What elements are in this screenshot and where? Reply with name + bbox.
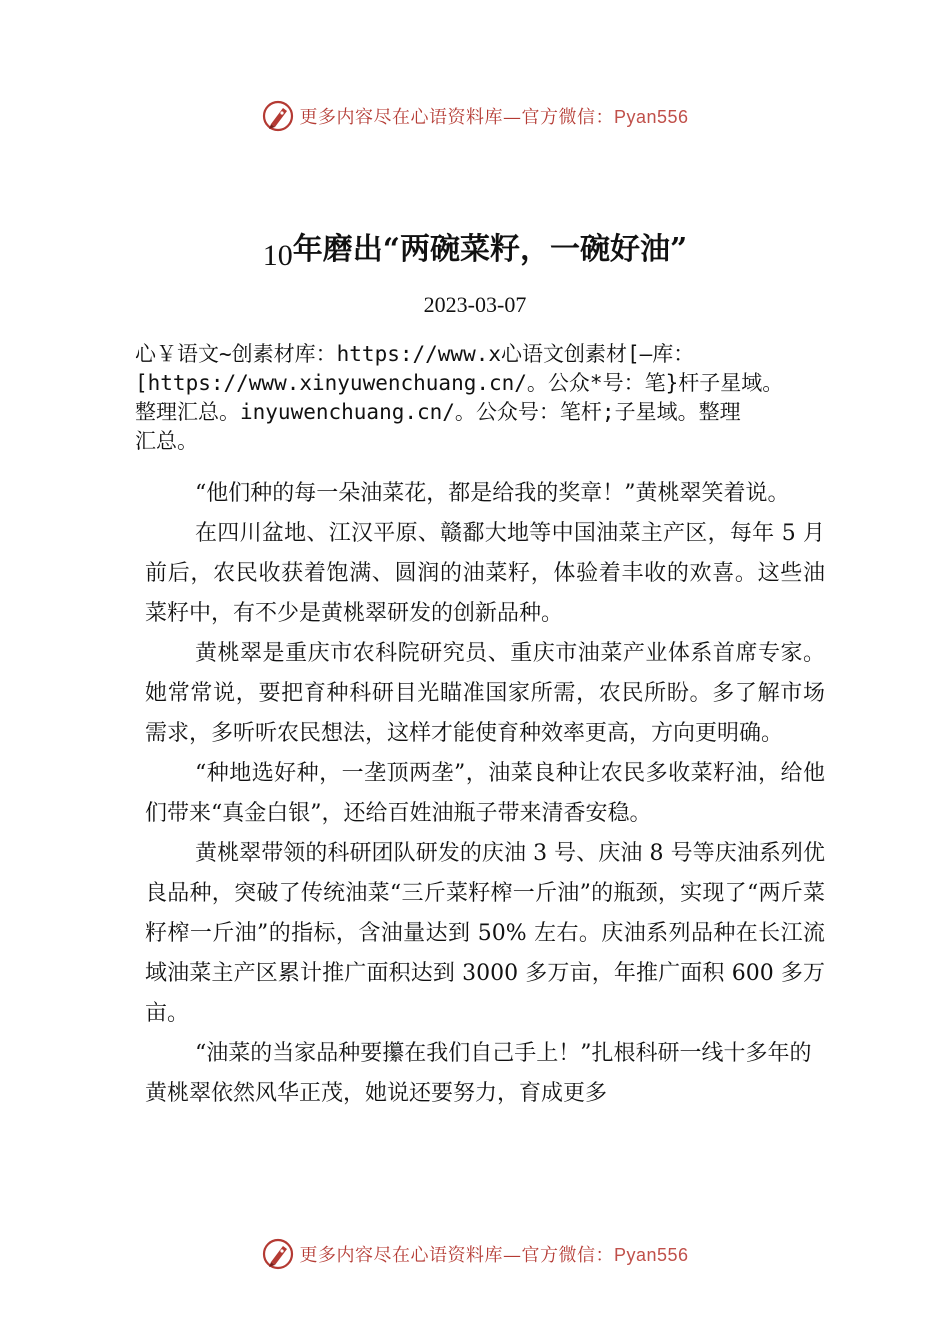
banner-text-cn: 更多内容尽在心语资料库—官方微信：	[299, 1245, 614, 1266]
banner-text-cn: 更多内容尽在心语资料库—官方微信：	[299, 107, 614, 128]
body-paragraph: 在四川盆地、江汉平原、赣鄱大地等中国油菜主产区，每年 5 月前后，农民收获着饱满、圆润的油菜籽，体验着丰收的欢喜。这些油菜籽中，有不少是黄桃翠研发的创新品种。	[145, 521, 825, 626]
body-paragraph: “种地选好种，一垄顶两垄”，油菜良种让农民多收菜籽油，给他们带来“真金白银”，还给百姓油瓶子带来清香安稳。	[145, 761, 825, 826]
footer-banner	[0, 1232, 950, 1276]
article-title-number: 10	[262, 239, 293, 272]
article-title-text: 年磨出“两碗菜籽，一碗好油”	[292, 232, 688, 267]
body-paragraph: 黄桃翠带领的科研团队研发的庆油 3 号、庆油 8 号等庆油系列优良品种，突破了传统油菜“三斤菜籽榨一斤油”的瓶颈，实现了“两斤菜籽榨一斤油”的指标，含油量达到 50% 左右。庆油系列品种在长江流域油菜主产区累计推广面积达到 3000 多万亩，年推广面积 600 多万亩。	[145, 841, 825, 1026]
watermark-line: [https://www.xinyuwenchuang.cn/。公众*号：笔}杆子星域。	[135, 371, 784, 395]
article-title	[0, 224, 950, 273]
watermark-line: 汇总。	[135, 429, 198, 453]
body-paragraph: “油菜的当家品种要攥在我们自己手上！”扎根科研一线十多年的黄桃翠依然风华正茂，她说还要努力，育成更多	[145, 1041, 812, 1106]
banner-wechat-id: Pyan556	[613, 107, 689, 127]
source-watermark-block	[135, 340, 835, 456]
pen-nib-logo-icon	[261, 1237, 295, 1271]
watermark-line: 心￥语文~创素材库：https://www.x心语文创素材[—库：	[135, 342, 695, 366]
watermark-line: 整理汇总。inyuwenchuang.cn/。公众号：笔杆;子星域。整理	[135, 400, 741, 424]
article-body	[145, 474, 825, 1114]
header-banner	[0, 94, 950, 138]
banner-text	[299, 103, 688, 129]
banner-wechat-id: Pyan556	[613, 1245, 689, 1265]
body-paragraph: 黄桃翠是重庆市农科院研究员、重庆市油菜产业体系首席专家。她常常说，要把育种科研目光瞄准国家所需，农民所盼。多了解市场需求，多听听农民想法，这样才能使育种效率更高，方向更明确。	[145, 641, 825, 746]
article-date: 2023-03-07	[423, 292, 527, 317]
pen-nib-logo-icon	[261, 99, 295, 133]
banner-text	[299, 1241, 688, 1267]
body-paragraph: “他们种的每一朵油菜花，都是给我的奖章！”黄桃翠笑着说。	[195, 481, 790, 506]
